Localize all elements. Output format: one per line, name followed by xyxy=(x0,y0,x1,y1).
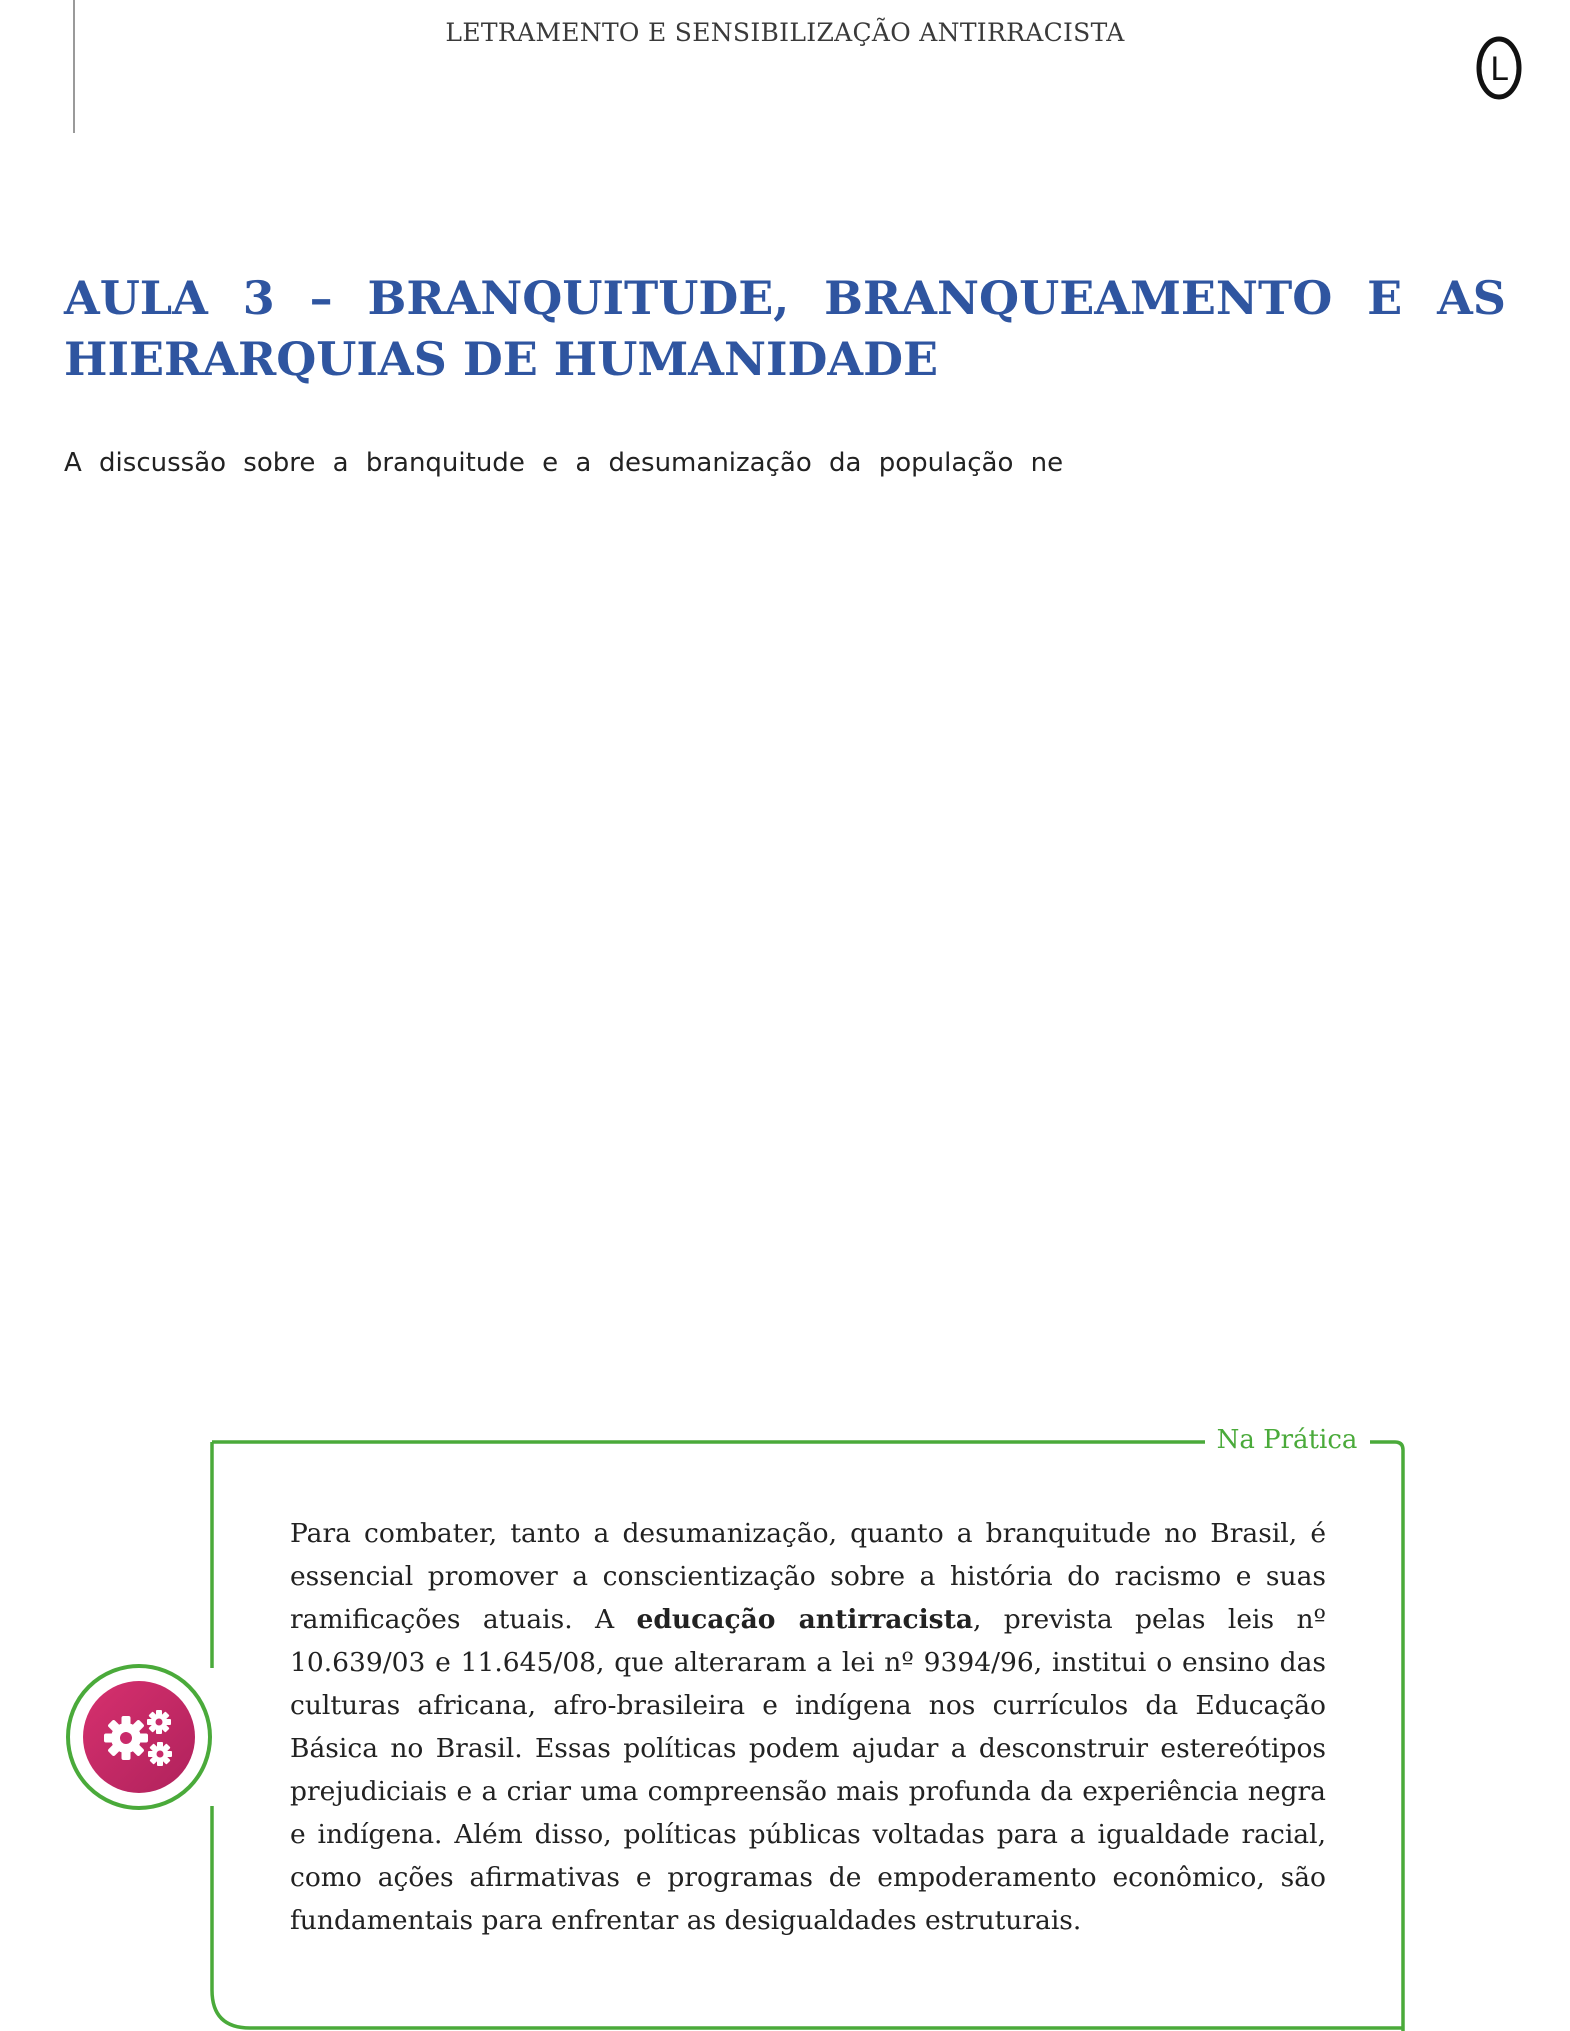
practice-text-bold: educação antirracista xyxy=(636,1604,974,1635)
practice-box-text xyxy=(290,1512,1326,1942)
practice-text-part-2: , prevista pelas leis nº 10.639/03 e 11.645/08, que alteraram a lei nº 9394/96, institui o ensino das culturas africana, afro-brasileira e indígena nos currículos da Educação Básica no Brasil. Essas políticas podem ajudar a desconstruir estereótipos prejudiciais e a criar uma compreensão mais profunda da experiência negra e indígena. Além disso, políticas públicas voltadas para a igualdade racial, como ações afirmativas e programas de empoderamento econômico, são fundamentais para enfrentar as desigualdades estruturais. xyxy=(290,1604,1326,1936)
gears-icon xyxy=(64,1662,214,1812)
practice-box-label: Na Prática xyxy=(1216,1425,1358,1455)
logo-letter: L xyxy=(1490,50,1508,88)
running-header: LETRAMENTO E SENSIBILIZAÇÃO ANTIRRACISTA xyxy=(445,18,1125,47)
intro-paragraph: A discussão sobre a branquitude e a desumanização da população ne xyxy=(64,448,1064,478)
practice-text-part-1: Para combater, tanto a desumanização, quanto a branquitude no Brasil, é essencial promover a conscientização sobre a história do racismo e suas ramificações atuais. A xyxy=(290,1518,1326,1635)
lesson-title: AULA 3 – BRANQUITUDE, BRANQUEAMENTO E AS HIERARQUIAS DE HUMANIDADE xyxy=(64,271,1506,386)
